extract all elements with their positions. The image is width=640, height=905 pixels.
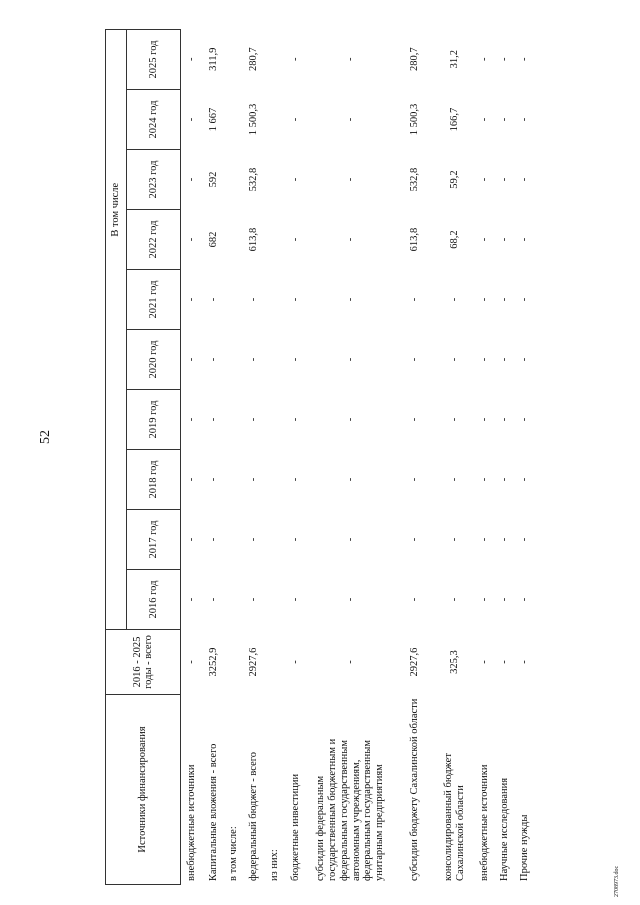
header-year: 2017 год [127,510,181,570]
row-year-cell: - [289,357,301,362]
row-year-cell: - [344,597,356,602]
table-row [435,29,475,884]
row-year-cell: - [498,237,510,242]
header-total: 2016 - 2025 годы - всего [106,630,181,695]
row-year-cell [265,210,285,270]
row-year-cell: 613,8 [408,227,420,252]
table-body [181,29,537,884]
row-year-cell [265,270,285,330]
row-year-cell: - [185,537,197,542]
header-year: 2019 год [127,390,181,450]
row-year-cell: - [478,237,490,242]
row-year-cell: - [518,297,530,302]
row-year-cell: - [344,57,356,61]
table-row [307,29,395,884]
row-year-cell: 59,2 [448,170,460,189]
header-year-empty [106,510,127,570]
row-year-cell: 311,9 [207,47,219,71]
row-year-cell: - [289,117,301,122]
row-year-cell: - [518,537,530,542]
header-year: 2021 год [127,270,181,330]
row-year-cell: - [344,117,356,122]
table-row [285,29,307,884]
row-year-cell: - [344,237,356,242]
row-year-cell: 613,8 [247,227,259,252]
row-year-cell: - [207,417,219,422]
row-year-cell [265,510,285,570]
row-year-cell [225,29,243,89]
row-year-cell: - [498,597,510,602]
row-year-cell: - [247,597,259,602]
row-year-cell [225,210,243,270]
row-year-cell: 532,8 [408,167,420,192]
row-year-cell [225,90,243,150]
row-year-cell: - [289,477,301,482]
row-year-cell: - [498,297,510,302]
row-year-cell: - [498,177,510,182]
header-year: 2024 год [127,90,181,150]
table-row [395,29,435,884]
row-year-cell: - [478,357,490,362]
row-year-cell: - [518,417,530,422]
row-year-cell: - [185,177,197,182]
row-year-cell: - [448,417,460,422]
row-year-cell: - [498,57,510,61]
row-year-cell: - [289,597,301,602]
row-year-cell: - [478,597,490,602]
row-source-cell: федеральный бюджет - всего [247,751,259,881]
row-year-cell: - [185,297,197,302]
row-year-cell [265,150,285,210]
row-year-cell: - [289,177,301,182]
row-year-cell: 166,7 [448,107,460,132]
row-year-cell: - [247,537,259,542]
header-year: 2025 год [127,29,181,89]
table-row [225,29,243,884]
row-year-cell: - [289,417,301,422]
row-year-cell: - [448,357,460,362]
header-year: 2020 год [127,330,181,390]
row-source-cell: консолидированный бюджет Сахалинской области [442,753,466,881]
row-year-cell: - [247,297,259,302]
header-row-1 [106,29,127,884]
row-year-cell: - [408,597,420,602]
row-year-cell: - [448,597,460,602]
row-year-cell [265,330,285,390]
table-row [265,29,285,884]
header-year-empty [106,570,127,630]
table-row [475,29,495,884]
row-year-cell: - [207,477,219,482]
row-year-cell: - [408,477,420,482]
row-year-cell: - [185,597,197,602]
row-year-cell: - [478,57,490,61]
row-total-cell: - [185,660,197,664]
table-row [495,29,515,884]
table-row [515,29,537,884]
row-year-cell [265,450,285,510]
row-year-cell: 1 667 [207,107,219,132]
row-year-cell: - [247,357,259,362]
row-source-cell: Научные исследования [498,777,510,881]
row-year-cell: - [185,237,197,242]
row-year-cell: - [518,177,530,182]
row-total-cell: - [478,660,490,664]
row-year-cell: - [207,537,219,542]
row-year-cell: 1 500,3 [408,103,420,136]
row-year-cell: - [289,297,301,302]
header-year: 2022 год [127,210,181,270]
header-year-empty [106,390,127,450]
header-group: В том числе [106,29,127,389]
row-year-cell: - [207,597,219,602]
row-year-cell: - [518,477,530,482]
row-year-cell: - [247,477,259,482]
row-year-cell: - [185,357,197,362]
row-year-cell: - [518,597,530,602]
row-year-cell: - [185,417,197,422]
row-year-cell: - [498,417,510,422]
row-year-cell: - [478,537,490,542]
row-year-cell [225,270,243,330]
row-year-cell: - [344,417,356,422]
row-year-cell: - [408,417,420,422]
row-year-cell: - [344,477,356,482]
row-year-cell: - [185,57,197,61]
row-total-cell: 325,3 [448,650,460,674]
row-source-cell: Капитальные вложения - всего [207,743,219,881]
header-year: 2018 год [127,450,181,510]
page-number: 52 [38,430,53,444]
row-total-cell [265,630,285,695]
row-year-cell: - [498,477,510,482]
header-year: 2023 год [127,150,181,210]
row-year-cell [225,570,243,630]
row-year-cell: - [478,177,490,182]
row-year-cell [265,390,285,450]
row-year-cell [265,570,285,630]
row-year-cell: - [478,477,490,482]
row-year-cell: 532,8 [247,167,259,192]
row-year-cell: 280,7 [247,47,259,72]
row-year-cell: - [408,297,420,302]
row-year-cell [225,330,243,390]
row-year-cell: - [518,237,530,242]
row-source-cell: субсидии бюджету Сахалинской области [408,698,420,881]
row-total-cell: - [498,660,510,664]
row-year-cell: - [448,477,460,482]
header-year-empty [106,450,127,510]
row-year-cell [225,510,243,570]
row-year-cell: - [518,57,530,61]
row-source-cell: внебюджетные источники [185,764,197,881]
header-source: Источники финансирования [106,695,181,885]
row-year-cell: - [185,117,197,122]
row-year-cell: - [344,177,356,182]
row-year-cell: - [289,537,301,542]
row-year-cell: - [478,117,490,122]
row-source-cell: субсидии федеральным государственным бюджетным и федеральным государственным автономным учреждениям, федеральным государственным унитарным предприятиям [315,738,385,881]
row-total-cell [225,630,243,695]
row-year-cell: 68,2 [448,230,460,249]
table-row [181,29,203,884]
row-source-cell: из них: [268,849,280,881]
row-year-cell: - [448,537,460,542]
row-year-cell: - [185,477,197,482]
row-total-cell: 3252,9 [207,647,219,677]
row-year-cell: 31,2 [448,50,460,69]
row-year-cell: - [207,357,219,362]
row-year-cell: - [518,117,530,122]
row-year-cell: 682 [207,231,219,248]
document-reference: 2708973.doc [614,865,620,897]
row-year-cell: - [247,417,259,422]
row-year-cell: - [498,537,510,542]
row-year-cell [265,29,285,89]
row-total-cell: 2927,6 [247,647,259,677]
row-year-cell [265,90,285,150]
row-total-cell: - [289,660,301,664]
row-year-cell: - [344,297,356,302]
row-year-cell: - [478,417,490,422]
row-year-cell: - [344,357,356,362]
funding-table [105,29,537,885]
row-year-cell: - [289,57,301,61]
row-year-cell: - [448,297,460,302]
row-year-cell: - [498,117,510,122]
row-total-cell: - [518,660,530,664]
table-row [203,29,225,884]
row-year-cell: 1 500,3 [247,103,259,136]
row-total-cell: - [344,660,356,664]
header-year: 2016 год [127,570,181,630]
row-source-cell: бюджетные инвестиции [289,773,301,881]
row-year-cell: - [408,357,420,362]
table-row [243,29,265,884]
row-source-cell: Прочие нужды [518,814,530,881]
row-year-cell: - [518,357,530,362]
row-year-cell [225,150,243,210]
row-year-cell: - [478,297,490,302]
row-total-cell: 2927,6 [408,647,420,677]
row-year-cell: 592 [207,171,219,188]
row-year-cell [225,390,243,450]
funding-table-wrapper [105,30,565,885]
row-source-cell: внебюджетные источники [478,764,490,881]
row-source-cell: в том числе: [227,826,239,881]
row-year-cell: - [344,537,356,542]
row-year-cell: 280,7 [408,47,420,72]
row-year-cell: - [289,237,301,242]
row-year-cell [225,450,243,510]
row-year-cell: - [207,297,219,302]
row-year-cell: - [408,537,420,542]
row-year-cell: - [498,357,510,362]
